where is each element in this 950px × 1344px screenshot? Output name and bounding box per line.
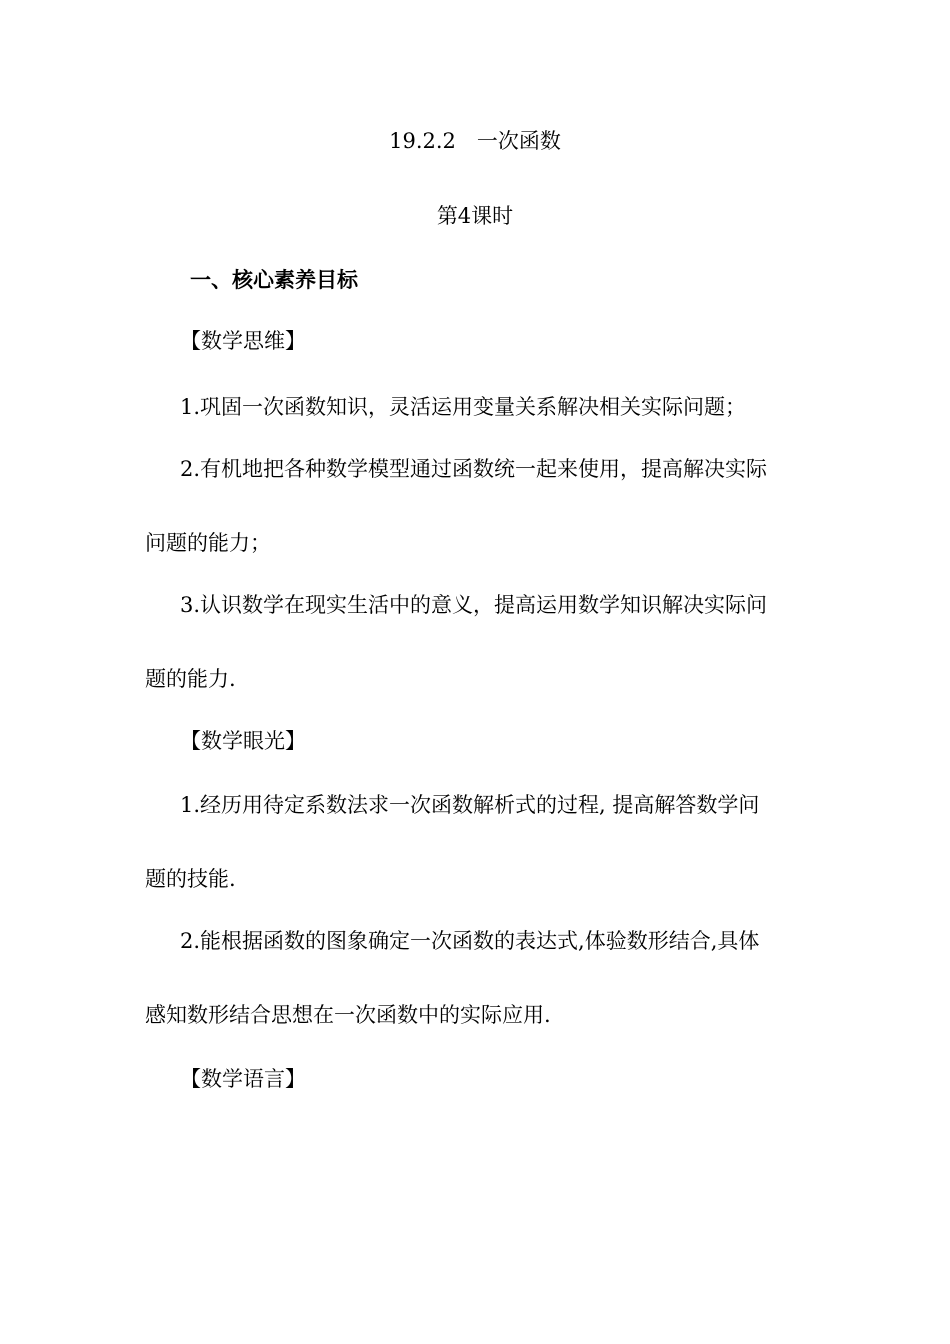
thinking-item-3-line1: 3.认识数学在现实生活中的意义，提高运用数学知识解决实际问 xyxy=(180,593,768,617)
thinking-item-3-line2: 题的能力. xyxy=(145,667,236,691)
thinking-item-1: 1.巩固一次函数知识，灵活运用变量关系解决相关实际问题； xyxy=(180,395,747,419)
section-heading: 一、核心素养目标 xyxy=(190,268,358,292)
thinking-item-2-line1: 2.有机地把各种数学模型通过函数统一起来使用，提高解决实际 xyxy=(180,457,768,481)
vision-item-1-line2: 题的技能. xyxy=(145,867,236,891)
group-label-math-thinking: 【数学思维】 xyxy=(180,329,306,353)
vision-item-2-line1: 2.能根据函数的图象确定一次函数的表达式,体验数形结合,具体 xyxy=(180,929,760,953)
vision-item-1-line1: 1.经历用待定系数法求一次函数解析式的过程, 提高解答数学问 xyxy=(180,793,760,817)
vision-item-2-line2: 感知数形结合思想在一次函数中的实际应用. xyxy=(145,1003,551,1027)
lesson-subtitle: 第4课时 xyxy=(436,204,514,228)
document-title: 19.2.2 一次函数 xyxy=(389,129,561,153)
group-label-math-language: 【数学语言】 xyxy=(180,1067,306,1091)
thinking-item-2-line2: 问题的能力； xyxy=(145,531,271,555)
group-label-math-vision: 【数学眼光】 xyxy=(180,729,306,753)
